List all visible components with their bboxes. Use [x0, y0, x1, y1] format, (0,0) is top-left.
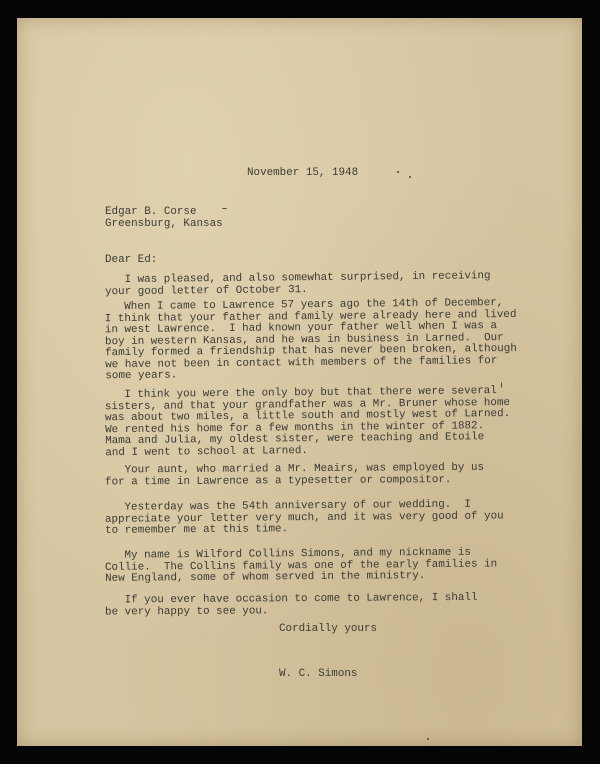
paragraph-line: If you ever have occasion to come to Lawrence, I shall: [104, 591, 478, 607]
salutation: Dear Ed:: [105, 254, 158, 266]
paragraph-2: [105, 298, 526, 383]
paper-speck: [409, 176, 411, 178]
paragraph-line: I think you were the only boy but that there were several: [104, 385, 497, 402]
paragraph-5: [105, 499, 525, 537]
signature: W. C. Simons: [279, 668, 358, 680]
paragraph-line: I think that your father and family were already here and lived: [104, 308, 517, 325]
paragraph-line: we have not been in contact with members of the families for: [105, 354, 498, 371]
letter-date: November 15, 1948: [247, 167, 359, 179]
recipient-location: Greensburg, Kansas: [105, 217, 223, 230]
paper-speck: [427, 738, 429, 740]
paragraph-line: your good letter of October 31.: [105, 283, 308, 298]
letter-page: [17, 18, 582, 746]
paragraph-line: some years.: [105, 369, 178, 383]
paragraph-line: family formed a friendship that has never been broken, although: [105, 342, 517, 360]
paragraph-4: [105, 463, 525, 489]
recipient-name: Edgar B. Corse: [105, 206, 197, 218]
recipient-address: [105, 207, 223, 230]
paragraph-line: Mama and Julia, my oldest sister, were teaching and Etoile: [105, 431, 485, 448]
paragraph-line: boy in western Kansas, and he was in business in Larned. Our: [104, 331, 504, 348]
paragraph-line: My name is Wilford Collins Simons, and my nickname is: [104, 546, 471, 562]
paragraph-line: appreciate your letter very much, and it was very good of you: [104, 509, 504, 526]
paragraph-7: [105, 593, 525, 619]
paragraph-line: to remember me at this time.: [105, 523, 289, 537]
paper-speck: [501, 382, 502, 388]
paragraph-6: [105, 547, 525, 585]
paragraph-line: Yesterday was the 54th anniversary of our wedding. I: [104, 498, 471, 514]
paper-speck: [222, 208, 227, 209]
paragraph-line: When I came to Lawrence 57 years ago the 14th of December,: [104, 297, 504, 314]
paragraph-1: [105, 271, 525, 298]
paragraph-line: and I went to school at Larned.: [105, 444, 308, 459]
paragraph-line: for a time in Lawrence as a typesetter or compositor.: [104, 473, 452, 488]
closing: Cordially yours: [279, 623, 378, 635]
paragraph-line: Your aunt, who married a Mr. Meairs, was employed by us: [104, 461, 485, 477]
paragraph-line: We rented his home for a few months in the winter of 1882.: [105, 419, 485, 436]
paragraph-line: New England, some of whom served in the ministry.: [105, 570, 426, 585]
paragraph-line: in west Lawrence. I had known your father well when I was a: [104, 320, 498, 337]
paper-speck: [397, 171, 399, 173]
paragraph-line: sisters, and that your grandfather was a Mr. Bruner whose home: [104, 396, 511, 413]
paragraph-3: [105, 386, 526, 459]
paragraph-line: Collie. The Collins family was one of the early families in: [104, 557, 498, 574]
paragraph-line: I was pleased, and also somewhat surprised, in receiving: [104, 270, 491, 287]
paragraph-line: be very happy to see you.: [104, 604, 269, 618]
paragraph-line: was about two miles, a little south and mostly west of Larned.: [104, 407, 511, 425]
